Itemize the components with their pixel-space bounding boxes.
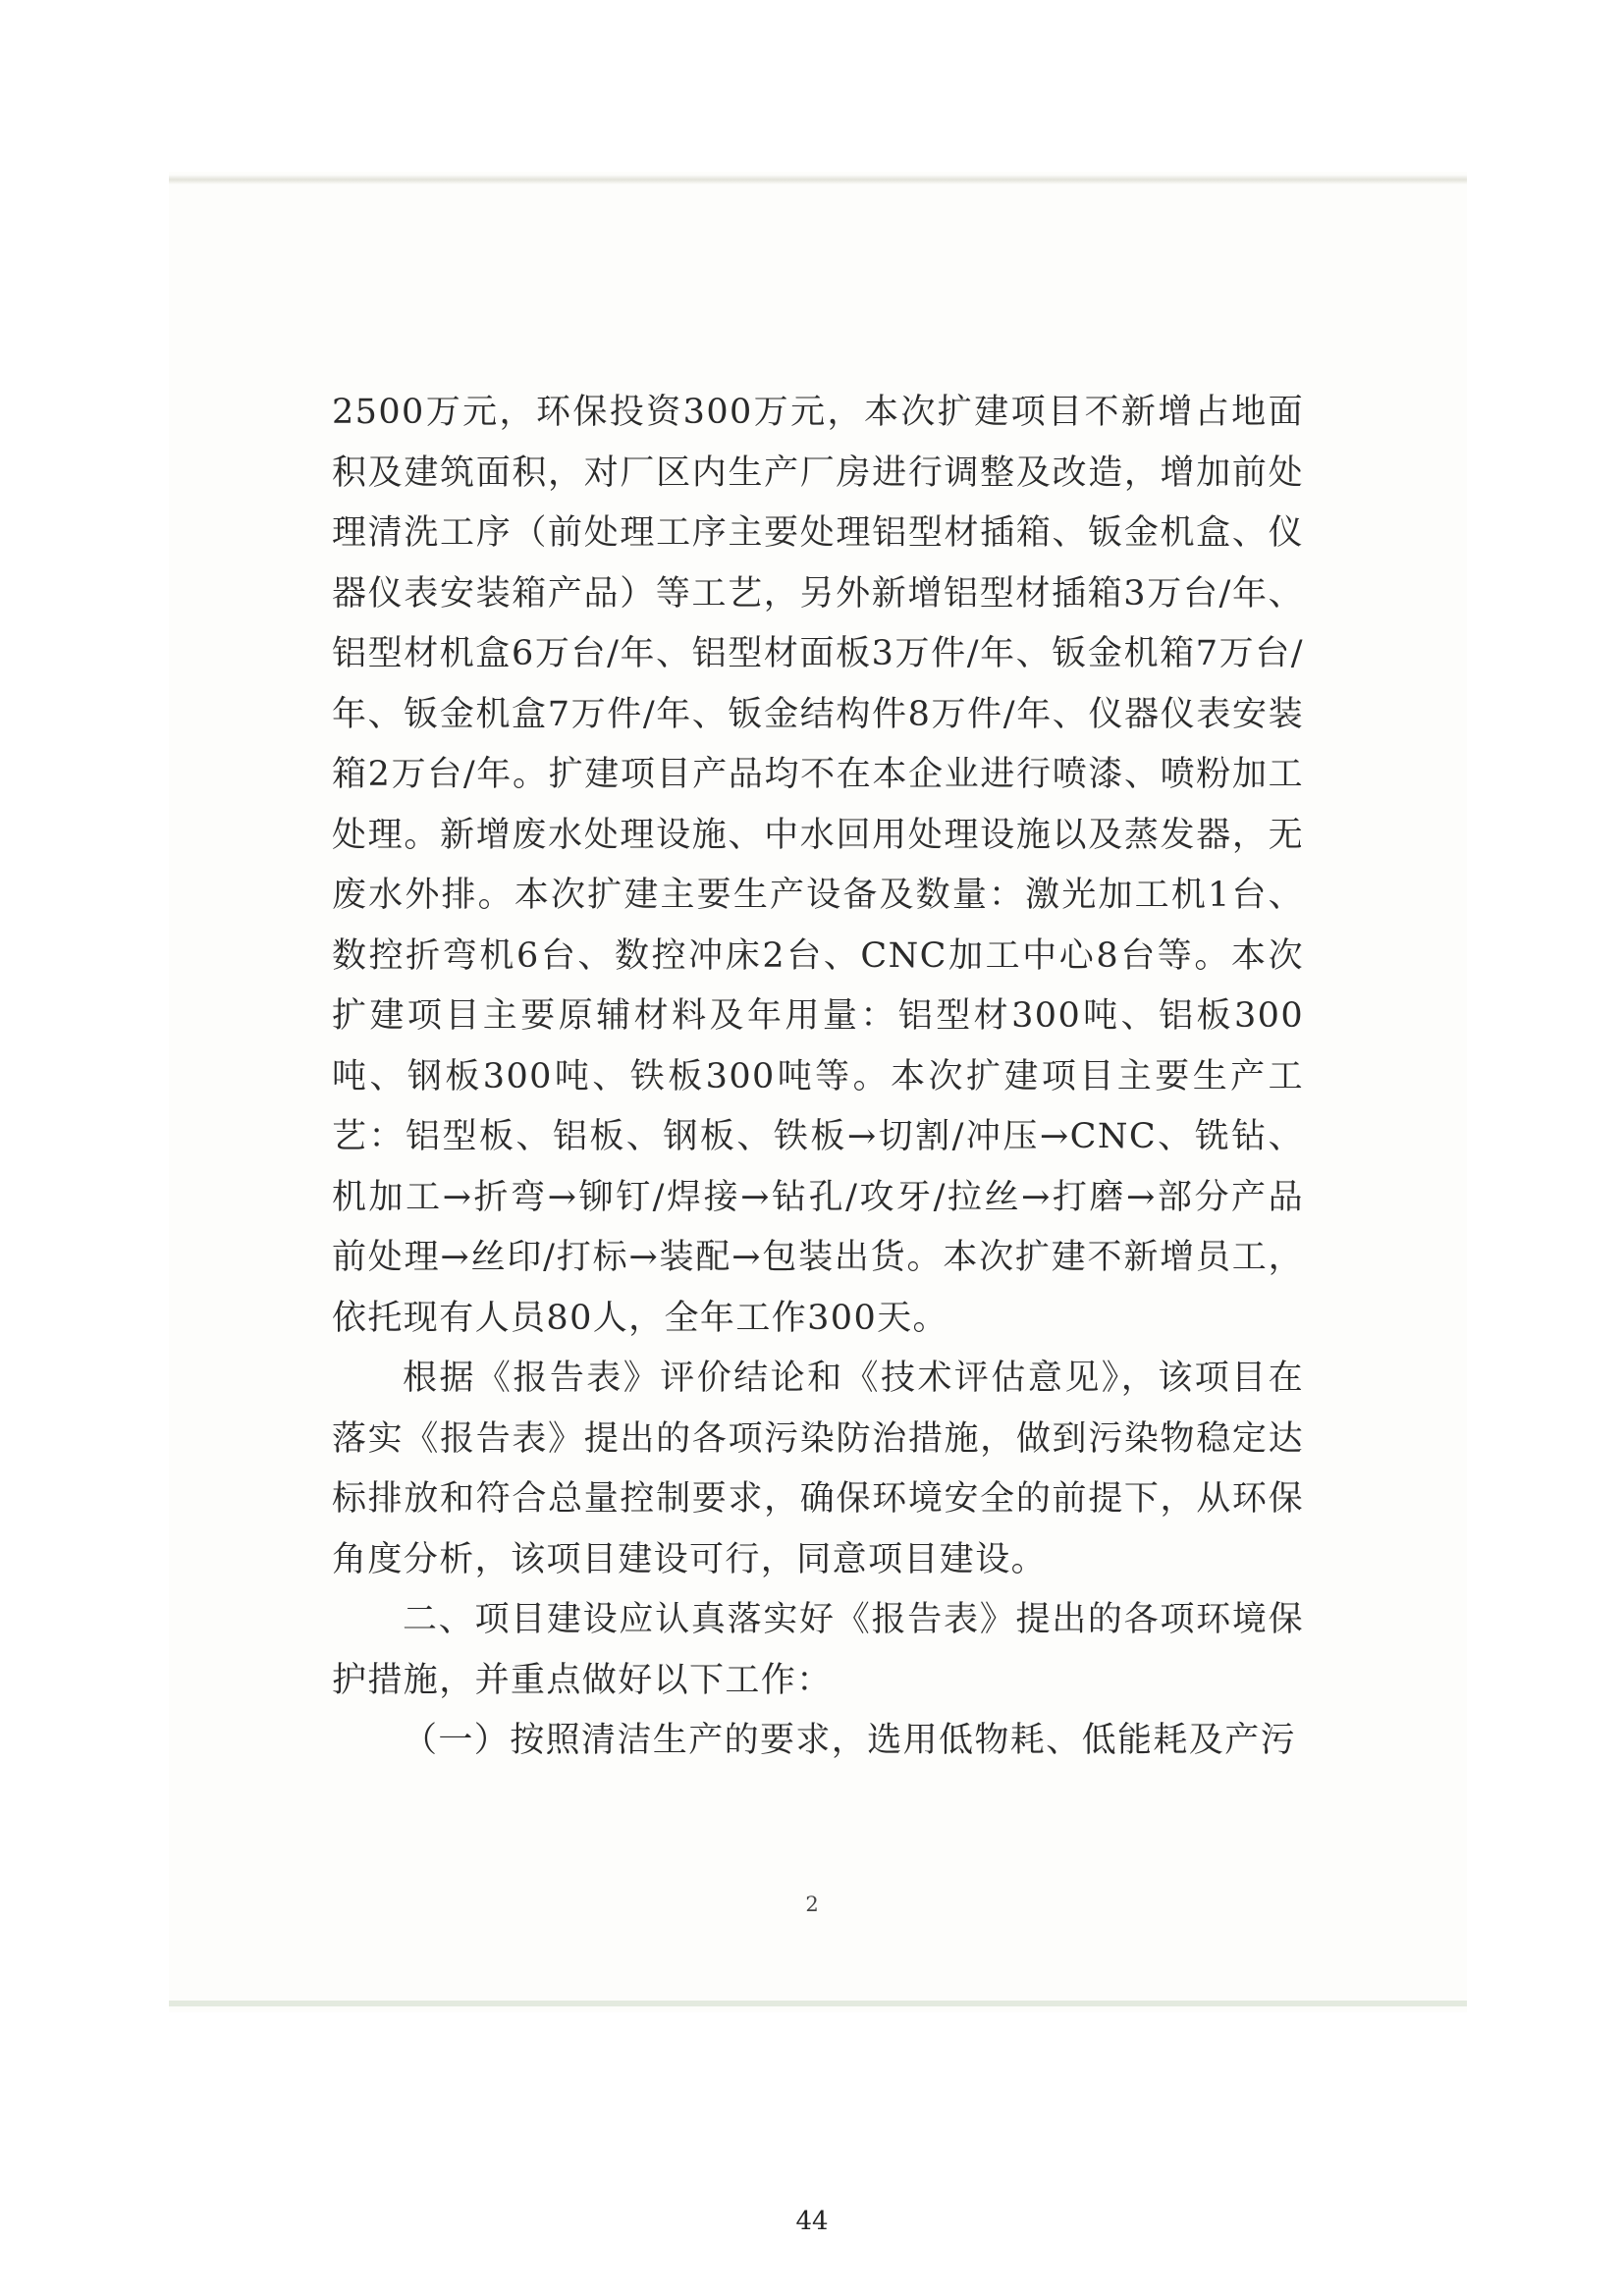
outer-page-number: 44 [795,2207,829,2236]
paragraph-section-two: 二、项目建设应认真落实好《报告表》提出的各项环境保护措施，并重点做好以下工作： [332,1600,1304,1700]
inner-page-number: 2 [805,1893,819,1916]
paragraph-conclusion: 根据《报告表》评价结论和《技术评估意见》，该项目在落实《报告表》提出的各项污染防治措施，做到污染物稳定达标排放和符合总量控制要求，确保环境安全的前提下，从环保角度分析，该项目建设可行，同意项目建设。 [332,1359,1304,1579]
paragraph-continued: 2500万元，环保投资300万元，本次扩建项目不新增占地面积及建筑面积，对厂区内生产厂房进行调整及改造，增加前处理清洗工序（前处理工序主要处理铝型材插箱、钣金机盒、仪器仪表安装箱产品）等工艺，另外新增铝型材插箱3万台/年、铝型材机盒6万台/年、铝型材面板3万件/年、钣金机箱7万台/年、钣金机盒7万件/年、钣金结构件8万件/年、仪器仪表安装箱2万台/年。扩建项目产品均不在本企业进行喷漆、喷粉加工处理。新增废水处理设施、中水回用处理设施以及蒸发器，无废水外排。本次扩建主要生产设备及数量：激光加工机1台、数控折弯机6台、数控冲床2台、CNC加工中心8台等。本次扩建项目主要原辅材料及年用量：铝型材300吨、铝板300吨、钢板300吨、铁板300吨等。本次扩建项目主要生产工艺：铝型板、铝板、钢板、铁板→切割/冲压→CNC、铣钻、机加工→折弯→铆钉/焊接→钻孔/攻牙/拉丝→打磨→部分产品前处理→丝印/打标→装配→包装出货。本次扩建不新增员工，依托现有人员80人，全年工作300天。 [332,393,1304,1338]
scan-bottom-edge [169,2001,1467,2006]
document-body [332,383,1304,1772]
scan-top-edge [169,175,1467,185]
paragraph-item-one: （一）按照清洁生产的要求，选用低物耗、低能耗及产污 [403,1721,1297,1760]
